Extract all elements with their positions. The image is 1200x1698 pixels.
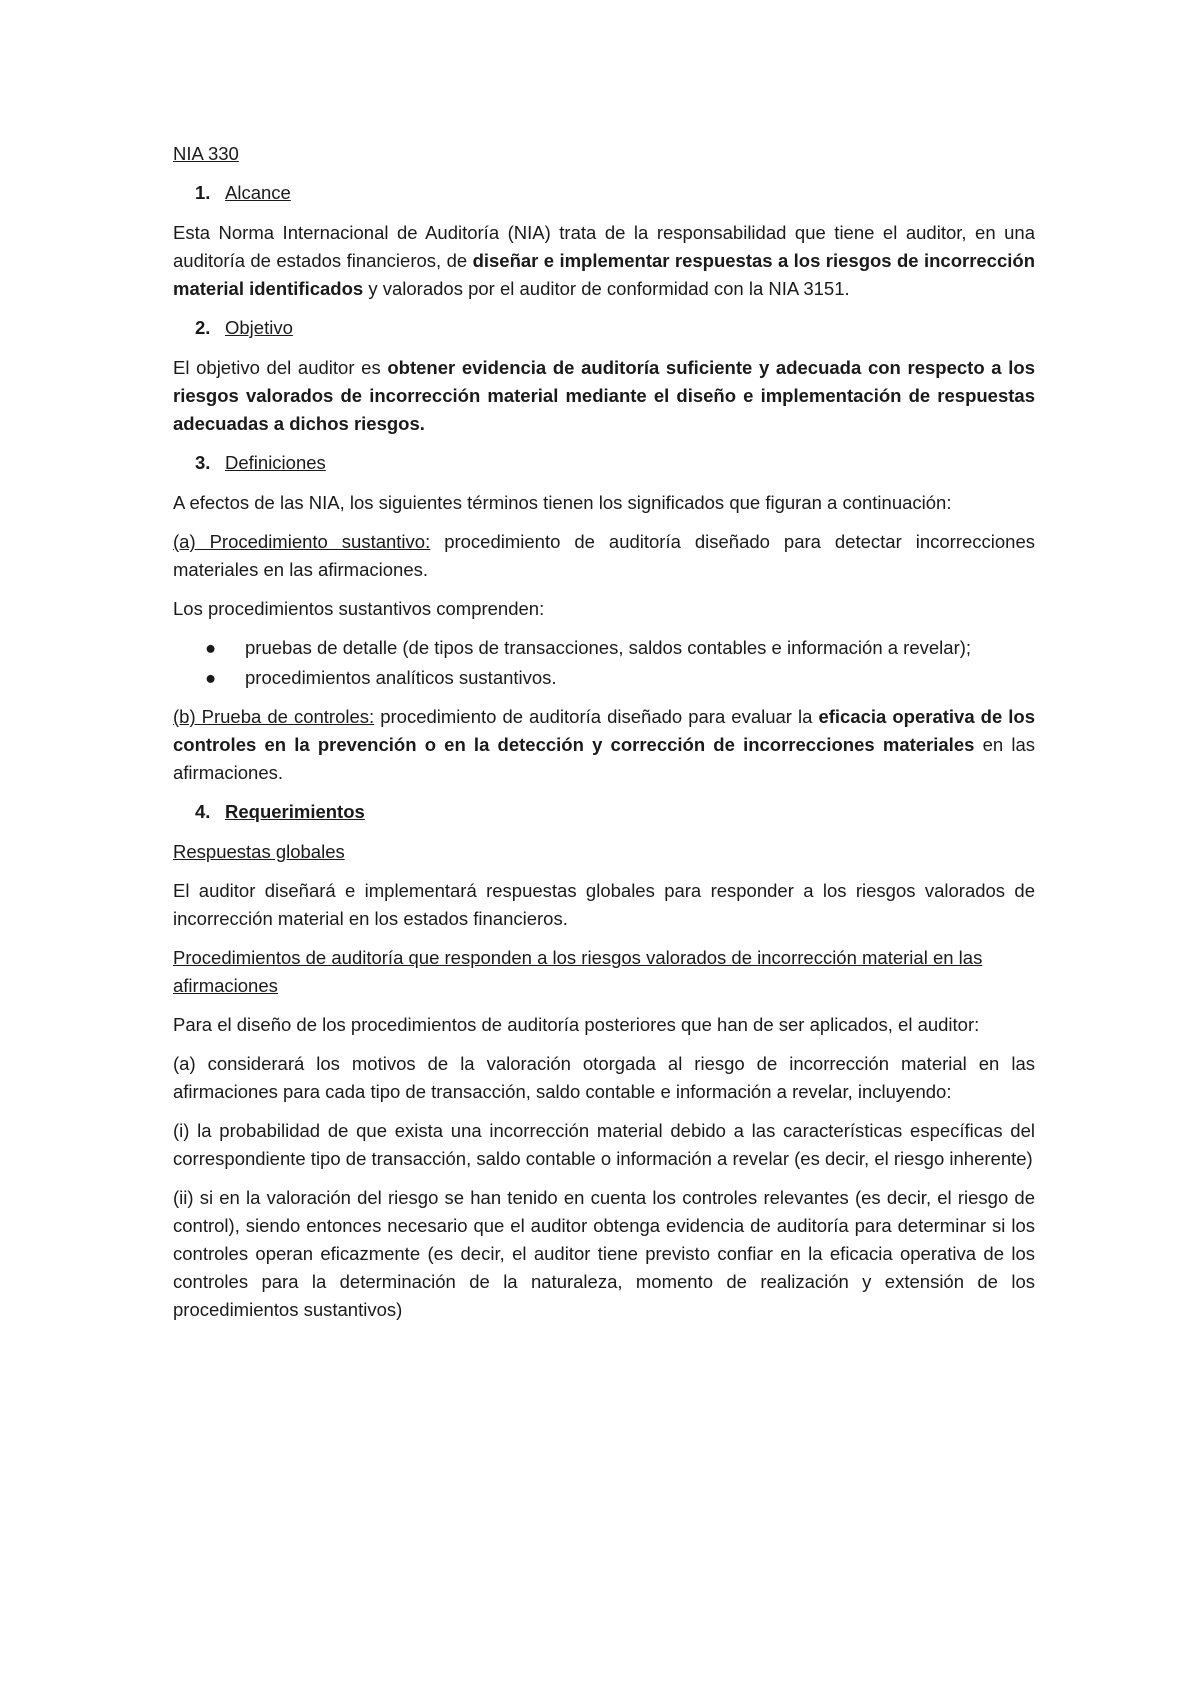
document-title: NIA 330 bbox=[173, 143, 239, 164]
list-item: ● pruebas de detalle (de tipos de transacciones, saldos contables e información a revelar); bbox=[173, 634, 1035, 662]
paragraph-respuestas-globales: El auditor diseñará e implementará respuestas globales para responder a los riesgos valorados de incorrección material en los estados financieros. bbox=[173, 880, 1035, 929]
document-page bbox=[173, 140, 1035, 1335]
heading-number: 1. bbox=[195, 182, 211, 203]
paragraph-a: (a) considerará los motivos de la valoración otorgada al riesgo de incorrección material en las afirmaciones para cada tipo de transacción, saldo contable e información a revelar, incluyendo: bbox=[173, 1053, 1035, 1102]
bullet-list bbox=[173, 634, 1035, 692]
paragraph-i: (i) la probabilidad de que exista una incorrección material debido a las características específicas del correspondiente tipo de transacción, saldo contable o información a revelar (es decir, el riesgo inherente) bbox=[173, 1120, 1035, 1169]
definition-b: (b) Prueba de controles: procedimiento de auditoría diseñado para evaluar la eficacia operativa de los controles en la prevención o en la detección y corrección de incorrecciones materiales en las afirmaciones. bbox=[173, 706, 1036, 783]
bullet-icon: ● bbox=[205, 667, 217, 688]
heading-label: Objetivo bbox=[225, 317, 293, 338]
paragraph-definiciones-intro: A efectos de las NIA, los siguientes términos tienen los significados que figuran a continuación: bbox=[173, 492, 952, 513]
paragraph-comprenden: Los procedimientos sustantivos comprenden: bbox=[173, 598, 545, 619]
bullet-icon: ● bbox=[205, 637, 217, 658]
definition-a: (a) Procedimiento sustantivo: procedimiento de auditoría diseñado para detectar incorrecciones materiales en las afirmaciones. bbox=[173, 531, 1035, 580]
heading-label: Definiciones bbox=[225, 452, 326, 473]
paragraph-alcance: Esta Norma Internacional de Auditoría (NIA) trata de la responsabilidad que tiene el auditor, en una auditoría de estados financieros, de diseñar e implementar respuestas a los riesgos de incorrección material identificados y valorados por el auditor de conformidad con la NIA 3151. bbox=[173, 222, 1036, 299]
heading-label: Alcance bbox=[225, 182, 291, 203]
heading-definiciones bbox=[173, 449, 1035, 477]
heading-number: 4. bbox=[195, 801, 211, 822]
heading-number: 2. bbox=[195, 317, 211, 338]
heading-requerimientos bbox=[173, 798, 1035, 826]
list-item: ● procedimientos analíticos sustantivos. bbox=[173, 664, 1035, 692]
heading-number: 3. bbox=[195, 452, 211, 473]
heading-objetivo bbox=[173, 314, 1035, 342]
paragraph-objetivo: El objetivo del auditor es obtener evidencia de auditoría suficiente y adecuada con respecto a los riesgos valorados de incorrección material mediante el diseño e implementación de respuestas adecuadas a dichos riesgos. bbox=[173, 357, 1035, 434]
heading-alcance bbox=[173, 179, 1035, 207]
definition-b-label: (b) Prueba de controles: bbox=[173, 706, 375, 727]
definition-a-label: (a) Procedimiento sustantivo: bbox=[173, 531, 431, 552]
paragraph-diseno: Para el diseño de los procedimientos de auditoría posteriores que han de ser aplicados, el auditor: bbox=[173, 1014, 980, 1035]
heading-label: Requerimientos bbox=[225, 801, 365, 822]
subheading-respuestas-globales: Respuestas globales bbox=[173, 841, 345, 862]
subheading-procedimientos: Procedimientos de auditoría que responden a los riesgos valorados de incorrección material en las afirmaciones bbox=[173, 947, 983, 996]
paragraph-ii: (ii) si en la valoración del riesgo se han tenido en cuenta los controles relevantes (es decir, el riesgo de control), siendo entonces necesario que el auditor obtenga evidencia de auditoría para determinar si los controles operan eficazmente (es decir, el auditor tiene previsto confiar en la eficacia operativa de los controles para la determinación de la naturaleza, momento de realización y extensión de los procedimientos sustantivos) bbox=[173, 1187, 1035, 1320]
